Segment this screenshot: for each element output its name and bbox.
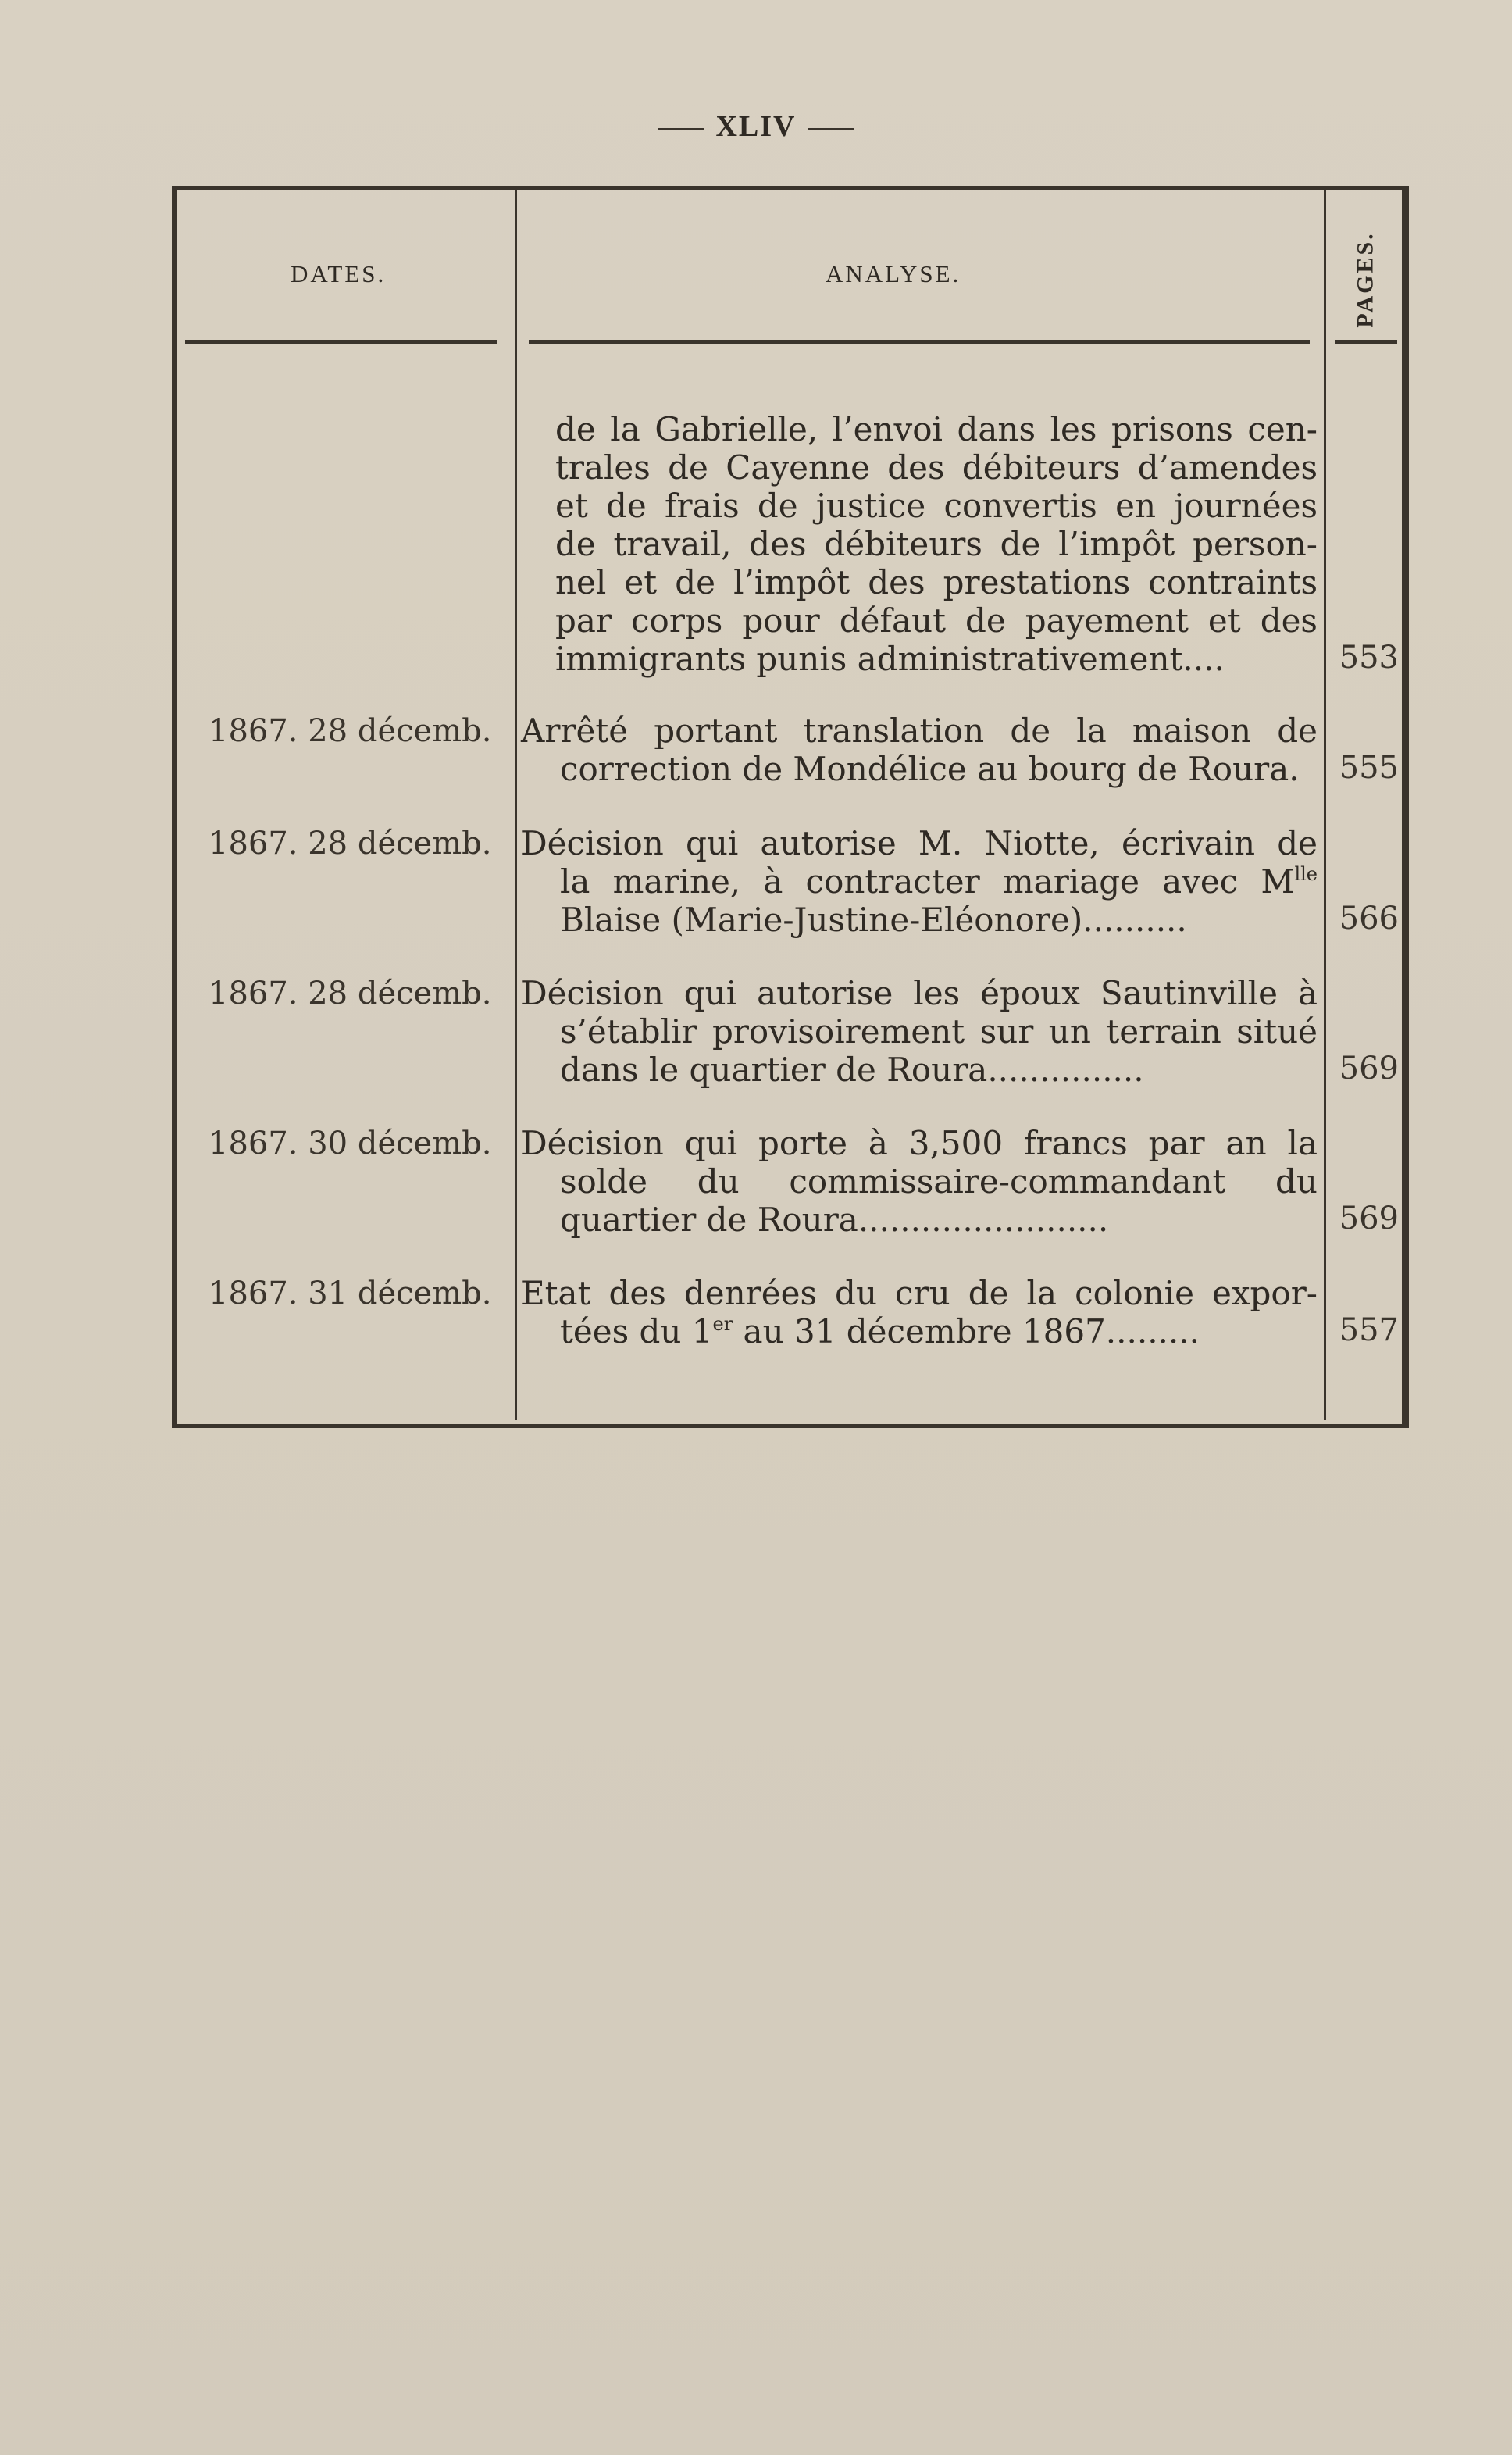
running-head — [0, 109, 1512, 144]
date-cell: 1867. 28 décemb. — [209, 713, 492, 749]
dash-right — [808, 128, 854, 130]
analysis-cell — [555, 410, 1318, 678]
analysis-line: solde du commissaire-commandant du — [560, 1162, 1318, 1201]
analysis-line: de travail, des débiteurs de l’impôt person- — [555, 525, 1318, 563]
header-analyse: ANALYSE. — [826, 260, 961, 287]
analysis-cell — [521, 1124, 1318, 1239]
page-number: 557 — [1339, 1312, 1399, 1348]
header-pages — [1327, 221, 1405, 338]
analysis-cell — [521, 1274, 1318, 1351]
page-number: 555 — [1339, 750, 1399, 786]
ordinal-superscript: er — [712, 1313, 733, 1335]
page-number: 553 — [1339, 640, 1399, 676]
analysis-text: tées du 1 — [560, 1312, 713, 1351]
analysis-line: correction de Mondélice au bourg de Roura. — [560, 750, 1300, 788]
analysis-line: trales de Cayenne des débiteurs d’amendes — [555, 448, 1318, 487]
column-divider-pages — [1324, 190, 1326, 1420]
analysis-line: Décision qui autorise les époux Sautinville à — [521, 974, 1318, 1012]
abbreviation-superscript: lle — [1294, 863, 1318, 885]
column-divider-dates — [515, 190, 517, 1420]
analysis-line: Décision qui autorise M. Niotte, écrivain de — [521, 824, 1318, 862]
analysis-line: et de frais de justice convertis en journées — [555, 487, 1318, 525]
header-rule-dates — [185, 340, 497, 344]
page-number: 569 — [1339, 1201, 1399, 1236]
analysis-line: quartier de Roura........................ — [560, 1201, 1109, 1239]
analysis-table — [172, 186, 1409, 1428]
analysis-line — [521, 1312, 1318, 1351]
dash-left — [658, 128, 704, 130]
date-cell: 1867. 28 décemb. — [209, 976, 492, 1012]
analysis-line: Blaise (Marie-Justine-Eléonore).......... — [560, 901, 1187, 939]
header-rule-pages — [1335, 340, 1397, 344]
analysis-line: nel et de l’impôt des prestations contraints — [555, 563, 1318, 601]
analysis-cell — [521, 712, 1318, 788]
analysis-line: Décision qui porte à 3,500 francs par an la — [521, 1124, 1318, 1162]
date-cell: 1867. 30 décemb. — [209, 1126, 492, 1161]
page-roman-number: XLIV — [715, 110, 797, 143]
header-pages-text: PAGES. — [1353, 231, 1379, 328]
analysis-line: Arrêté portant translation de la maison de — [521, 712, 1318, 750]
header-dates: DATES. — [291, 260, 387, 287]
page-number: 569 — [1339, 1051, 1399, 1087]
header-rule-analyse — [529, 340, 1310, 344]
analysis-line: par corps pour défaut de payement et des — [555, 601, 1318, 640]
analysis-line: Etat des denrées du cru de la colonie expor- — [521, 1274, 1318, 1312]
analysis-line: immigrants punis administrativement.... — [555, 640, 1225, 678]
analysis-cell — [521, 974, 1318, 1089]
analysis-line — [521, 862, 1318, 901]
page-number: 566 — [1339, 901, 1399, 937]
analysis-line: dans le quartier de Roura............... — [560, 1051, 1144, 1089]
date-cell: 1867. 31 décemb. — [209, 1276, 492, 1311]
date-cell: 1867. 28 décemb. — [209, 826, 492, 862]
analysis-line: s’établir provisoirement sur un terrain situé — [560, 1012, 1318, 1051]
analysis-line: de la Gabrielle, l’envoi dans les prisons cen- — [555, 410, 1318, 448]
analysis-text: au 31 décembre 1867......... — [733, 1312, 1200, 1351]
analysis-cell — [521, 824, 1318, 939]
analysis-text: la marine, à contracter mariage avec M — [560, 862, 1295, 901]
